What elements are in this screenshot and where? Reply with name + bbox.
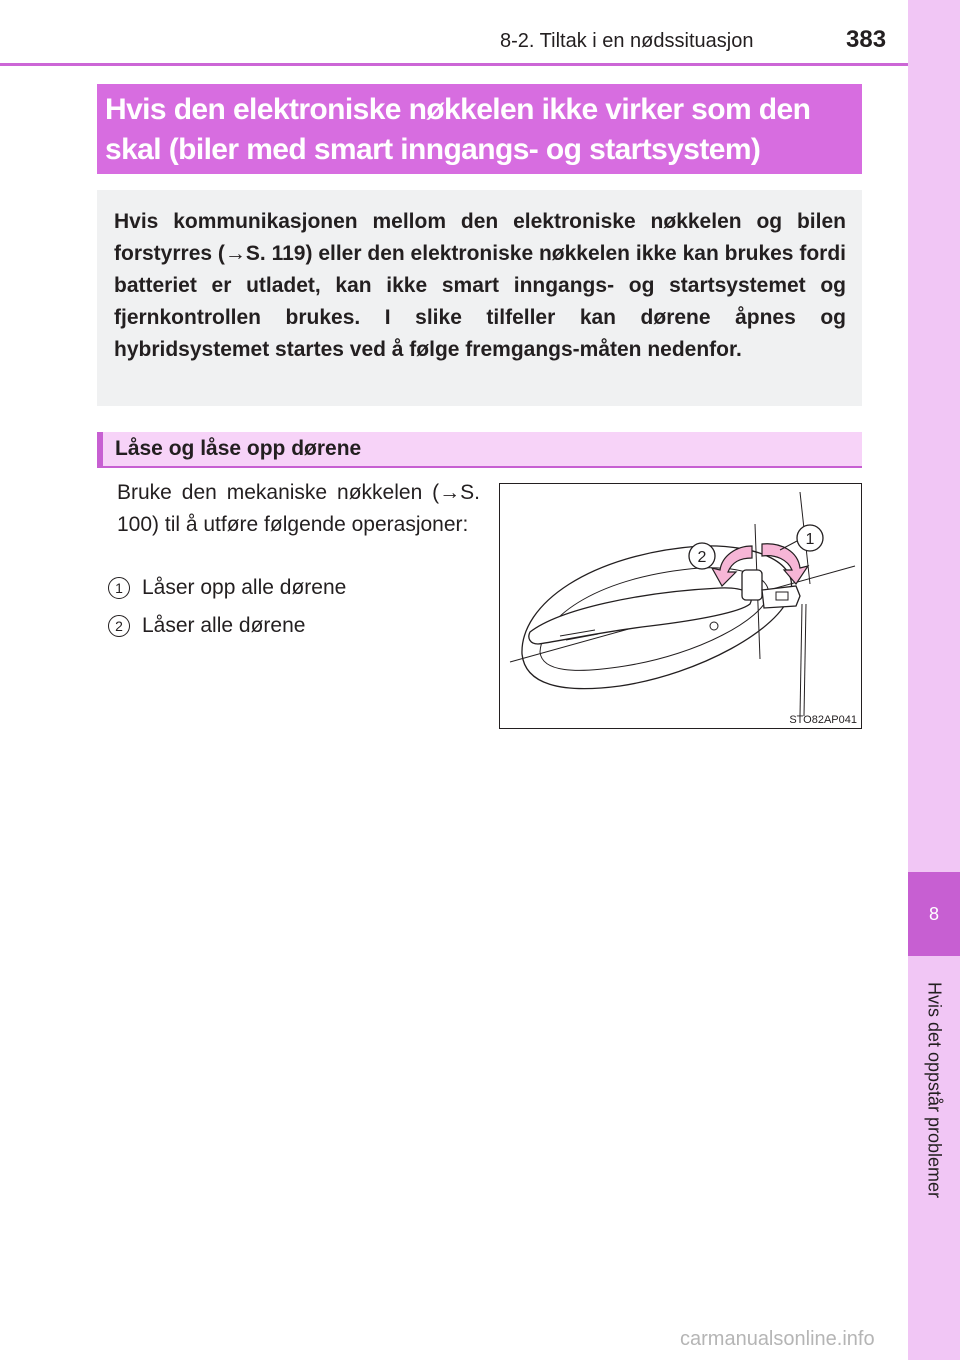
topic-title-line-1: Hvis den elektroniske nøkkelen ikke virker som den: [105, 93, 811, 126]
figure-code: STO82AP041: [789, 714, 857, 726]
section-heading: [97, 432, 862, 468]
header-section-title: 8-2. Tiltak i en nødssituasjon: [500, 30, 754, 52]
section-heading-text: Låse og låse opp dørene: [115, 437, 362, 460]
step-item-1: [108, 576, 346, 600]
step-item-2: [108, 614, 305, 638]
unlock-arrow-icon: [762, 544, 808, 584]
door-handle-illustration: [500, 484, 860, 727]
chapter-number-tab[interactable]: [908, 872, 960, 956]
intro-text: Hvis kommunikasjonen mellom den elektroniske nøkkelen og bilen forstyrres (→S. 119) eller den elektroniske nøkkelen ikke kan brukes fordi batteriet er utladet, kan ikke smart inngangs- og startsystemet og fjernkontrollen brukes. I slike tilfeller kan dørene åpnes og hybridsystemet startes ved å følge fremgangs-måten nedenfor.: [114, 210, 846, 361]
chapter-number: 8: [928, 903, 939, 924]
step-number-badge: 1: [108, 577, 130, 599]
door-handle-figure: [499, 483, 862, 729]
callout-1-label: 1: [805, 531, 815, 548]
watermark: carmanualsonline.info: [680, 1328, 875, 1350]
page-number: 383: [846, 26, 887, 53]
callout-2-label: 2: [697, 549, 707, 566]
topic-title-line-2: skal (biler med smart inngangs- og startsystem): [105, 133, 761, 166]
topic-title-banner: [97, 84, 862, 174]
chapter-label: Hvis det oppstår problemer: [924, 981, 945, 1199]
intro-box: [97, 190, 862, 406]
step-number-badge: 2: [108, 615, 130, 637]
step-text: Låser alle dørene: [142, 614, 306, 637]
header-divider: [0, 63, 908, 66]
instruction-paragraph: Bruke den mekaniske nøkkelen (→S. 100) til å utføre følgende operasjoner:: [117, 481, 480, 536]
step-text: Låser opp alle dørene: [142, 576, 347, 599]
